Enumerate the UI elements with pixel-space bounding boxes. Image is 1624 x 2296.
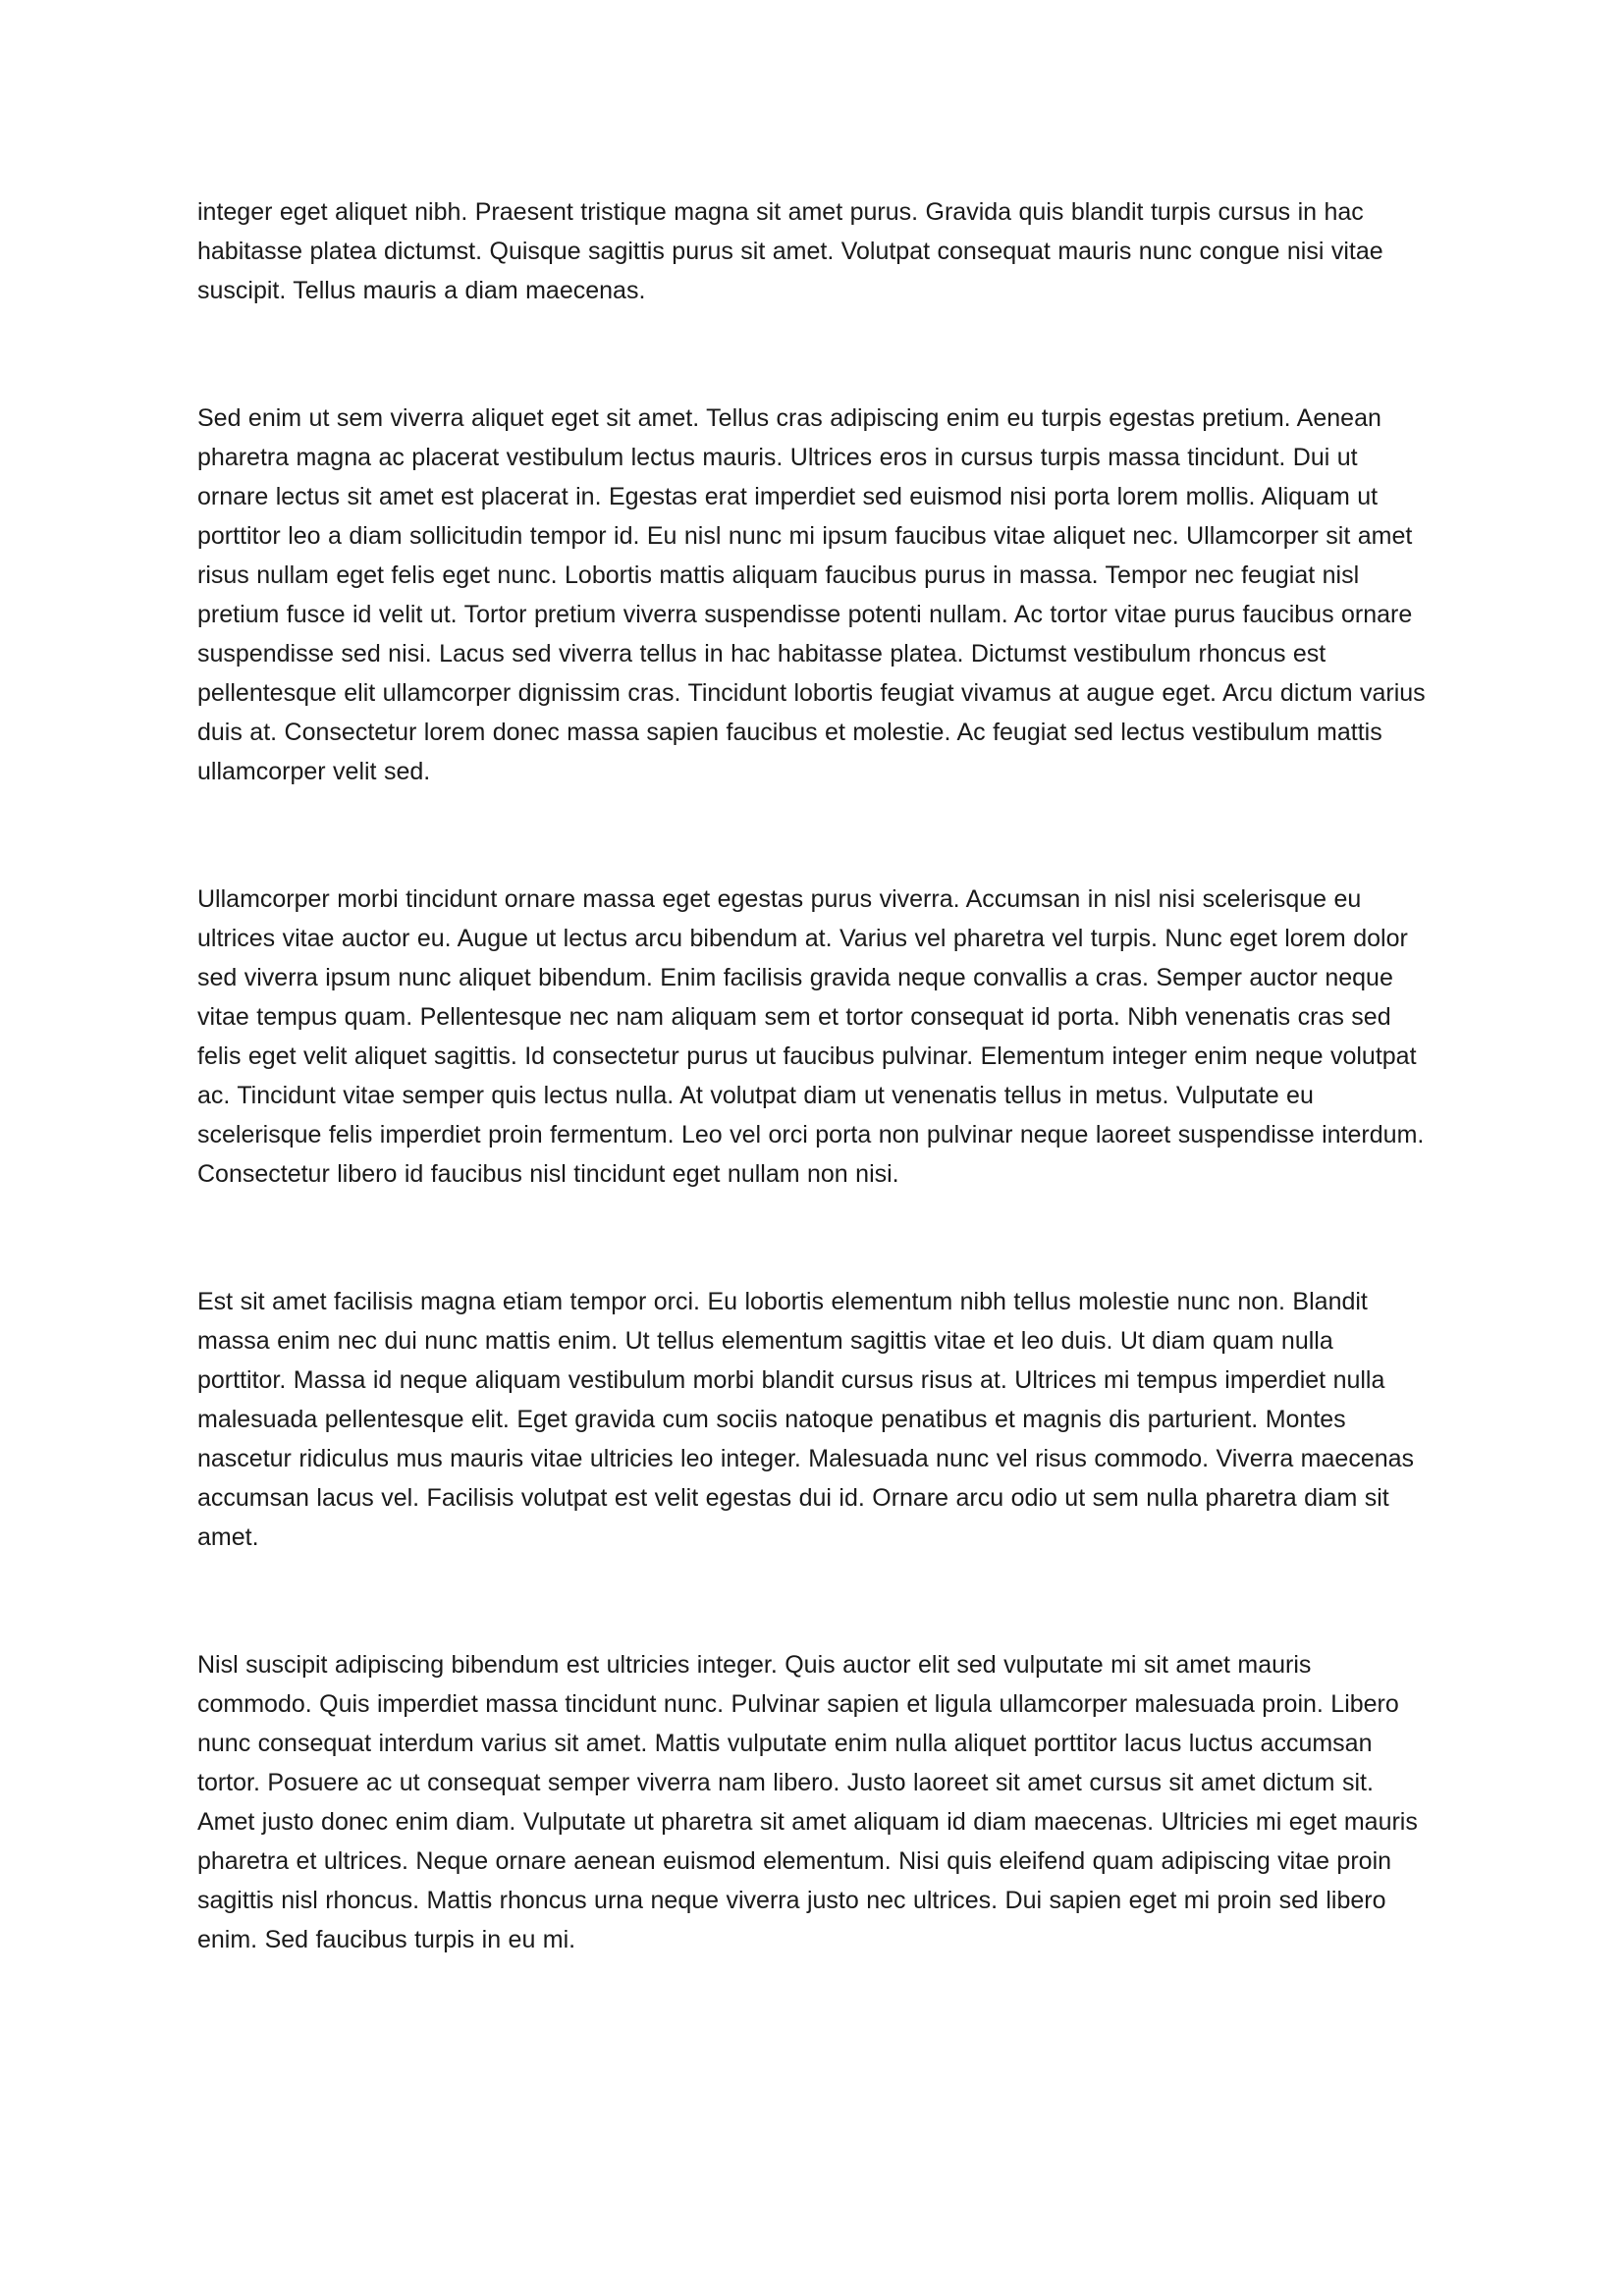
paragraph-4: Est sit amet facilisis magna etiam tempor orci. Eu lobortis elementum nibh tellus molestie nunc non. Blandit massa enim nec dui nunc mattis enim. Ut tellus elementum sagittis vitae et leo duis. Ut diam quam nulla porttitor. Massa id neque aliquam vestibulum morbi blandit cursus risus at. Ultrices mi tempus imperdiet nulla malesuada pellentesque elit. Eget gravida cum sociis natoque penatibus et magnis dis parturient. Montes nascetur ridiculus mus mauris vitae ultricies leo integer. Malesuada nunc vel risus commodo. Viverra maecenas accumsan lacus vel. Facilisis volutpat est velit egestas dui id. Ornare arcu odio ut sem nulla pharetra diam sit amet. <box>197 1288 1415 1551</box>
paragraph-3: Ullamcorper morbi tincidunt ornare massa eget egestas purus viverra. Accumsan in nisl nisi scelerisque eu ultrices vitae auctor eu. Augue ut lectus arcu bibendum at. Varius vel pharetra vel turpis. Nunc eget lorem dolor sed viverra ipsum nunc aliquet bibendum. Enim facilisis gravida neque convallis a cras. Semper auctor neque vitae tempus quam. Pellentesque nec nam aliquam sem et tortor consequat id porta. Nibh venenatis cras sed felis eget velit aliquet sagittis. Id consectetur purus ut faucibus pulvinar. Elementum integer enim neque volutpat ac. Tincidunt vitae semper quis lectus nulla. At volutpat diam ut venenatis tellus in metus. Vulputate eu scelerisque felis imperdiet proin fermentum. Leo vel orci porta non pulvinar neque laoreet suspendisse interdum. Consectetur libero id faucibus nisl tincidunt eget nullam non nisi. <box>197 885 1425 1188</box>
paragraph-1: integer eget aliquet nibh. Praesent tristique magna sit amet purus. Gravida quis blandit turpis cursus in hac habitasse platea dictumst. Quisque sagittis purus sit amet. Volutpat consequat mauris nunc congue nisi vitae suscipit. Tellus mauris a diam maecenas. <box>197 198 1383 304</box>
paragraph-5: Nisl suscipit adipiscing bibendum est ultricies integer. Quis auctor elit sed vulputate mi sit amet mauris commodo. Quis imperdiet massa tincidunt nunc. Pulvinar sapien et ligula ullamcorper malesuada proin. Libero nunc consequat interdum varius sit amet. Mattis vulputate enim nulla aliquet porttitor lacus luctus accumsan tortor. Posuere ac ut consequat semper viverra nam libero. Justo laoreet sit amet cursus sit amet dictum sit. Amet justo donec enim diam. Vulputate ut pharetra sit amet aliquam id diam maecenas. Ultricies mi eget mauris pharetra et ultrices. Neque ornare aenean euismod elementum. Nisi quis eleifend quam adipiscing vitae proin sagittis nisl rhoncus. Mattis rhoncus urna neque viverra justo nec ultrices. Dui sapien eget mi proin sed libero enim. Sed faucibus turpis in eu mi. <box>197 1651 1418 1953</box>
paragraph-2: Sed enim ut sem viverra aliquet eget sit amet. Tellus cras adipiscing enim eu turpis egestas pretium. Aenean pharetra magna ac placerat vestibulum lectus mauris. Ultrices eros in cursus turpis massa tincidunt. Dui ut ornare lectus sit amet est placerat in. Egestas erat imperdiet sed euismod nisi porta lorem mollis. Aliquam ut porttitor leo a diam sollicitudin tempor id. Eu nisl nunc mi ipsum faucibus vitae aliquet nec. Ullamcorper sit amet risus nullam eget felis eget nunc. Lobortis mattis aliquam faucibus purus in massa. Tempor nec feugiat nisl pretium fusce id velit ut. Tortor pretium viverra suspendisse potenti nullam. Ac tortor vitae purus faucibus ornare suspendisse sed nisi. Lacus sed viverra tellus in hac habitasse platea. Dictumst vestibulum rhoncus est pellentesque elit ullamcorper dignissim cras. Tincidunt lobortis feugiat vivamus at augue eget. Arcu dictum varius duis at. Consectetur lorem donec massa sapien faucibus et molestie. Ac feugiat sed lectus vestibulum mattis ullamcorper velit sed. <box>197 404 1426 785</box>
